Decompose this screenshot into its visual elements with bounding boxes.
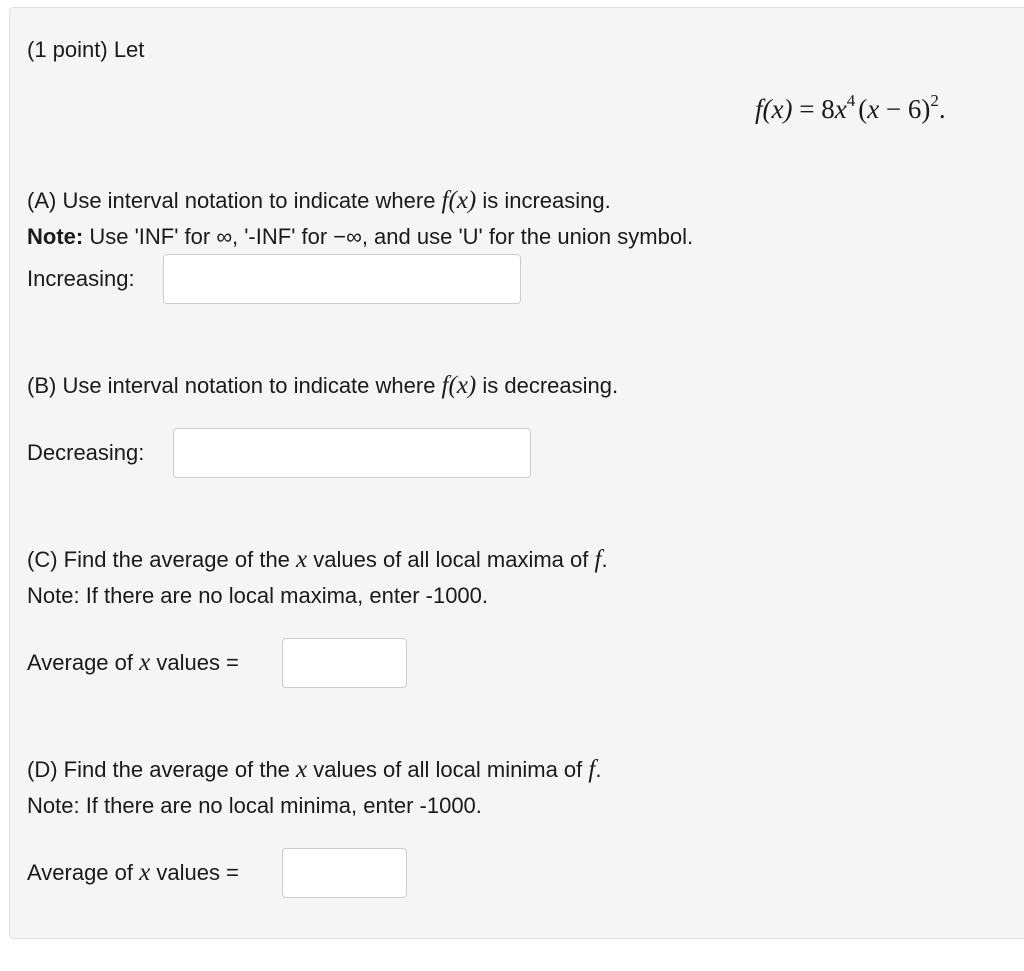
min-label-prefix: Average of: [27, 860, 140, 885]
part-a-note-3: , and use 'U' for the union symbol.: [361, 224, 694, 249]
part-c-question: [27, 546, 608, 574]
formula-paren-open: (: [858, 94, 868, 124]
part-b-suffix: is decreasing.: [476, 373, 619, 398]
min-average-label: [27, 859, 239, 887]
decreasing-label: Decreasing:: [27, 440, 145, 465]
part-a-function: f(x): [441, 187, 477, 214]
formula-coefficient: 8: [821, 94, 835, 124]
part-c-middle: values of all local maxima of: [307, 547, 595, 572]
part-b-question: [27, 372, 618, 400]
increasing-input[interactable]: [163, 254, 521, 304]
formula-exponent-4: 4: [846, 91, 856, 110]
part-c-function: f: [594, 546, 602, 573]
problem-panel: [9, 7, 1024, 939]
max-average-input[interactable]: [282, 638, 407, 688]
problem-intro: (1 point) Let: [27, 37, 145, 62]
part-c-var: x: [296, 546, 308, 573]
function-formula: [755, 92, 946, 126]
part-a-note: [27, 223, 693, 251]
part-b-function: f(x): [441, 372, 477, 399]
part-d-prefix: (D) Find the average of the: [27, 757, 297, 782]
part-c-suffix: .: [601, 547, 608, 572]
negative-infinity-symbol: −∞: [333, 224, 362, 249]
formula-lhs: f(x): [755, 94, 793, 124]
part-d-suffix: .: [595, 757, 602, 782]
part-d-middle: values of all local minima of: [307, 757, 589, 782]
min-label-var: x: [139, 859, 151, 886]
min-label-suffix: values =: [150, 860, 239, 885]
part-c-note: Note: If there are no local maxima, enter -1000.: [27, 583, 489, 608]
formula-exponent-2: 2: [930, 91, 939, 110]
part-d-function: f: [588, 756, 596, 783]
infinity-symbol: ∞: [216, 224, 232, 249]
formula-period: .: [938, 94, 946, 124]
formula-inner-x: x: [867, 94, 880, 124]
max-label-prefix: Average of: [27, 650, 140, 675]
part-a-note-2: , '-INF' for: [232, 224, 334, 249]
part-c-prefix: (C) Find the average of the: [27, 547, 297, 572]
part-d-note: Note: If there are no local minima, enter -1000.: [27, 793, 482, 818]
formula-minus: −: [879, 94, 908, 124]
formula-six-close: 6): [907, 94, 931, 124]
max-label-var: x: [139, 649, 151, 676]
part-b-prefix: (B) Use interval notation to indicate where: [27, 373, 442, 398]
formula-equals: =: [792, 94, 822, 124]
part-d-var: x: [296, 756, 308, 783]
part-a-note-label: Note:: [27, 224, 84, 249]
min-average-input[interactable]: [282, 848, 407, 898]
max-label-suffix: values =: [150, 650, 239, 675]
formula-var-x: x: [834, 94, 847, 124]
decreasing-input[interactable]: [173, 428, 531, 478]
part-a-prefix: (A) Use interval notation to indicate where: [27, 188, 442, 213]
part-a-question: [27, 187, 611, 215]
part-a-note-1: Use 'INF' for: [83, 224, 217, 249]
part-a-suffix: is increasing.: [476, 188, 611, 213]
increasing-label: Increasing:: [27, 266, 135, 291]
max-average-label: [27, 649, 239, 677]
part-d-question: [27, 756, 601, 784]
